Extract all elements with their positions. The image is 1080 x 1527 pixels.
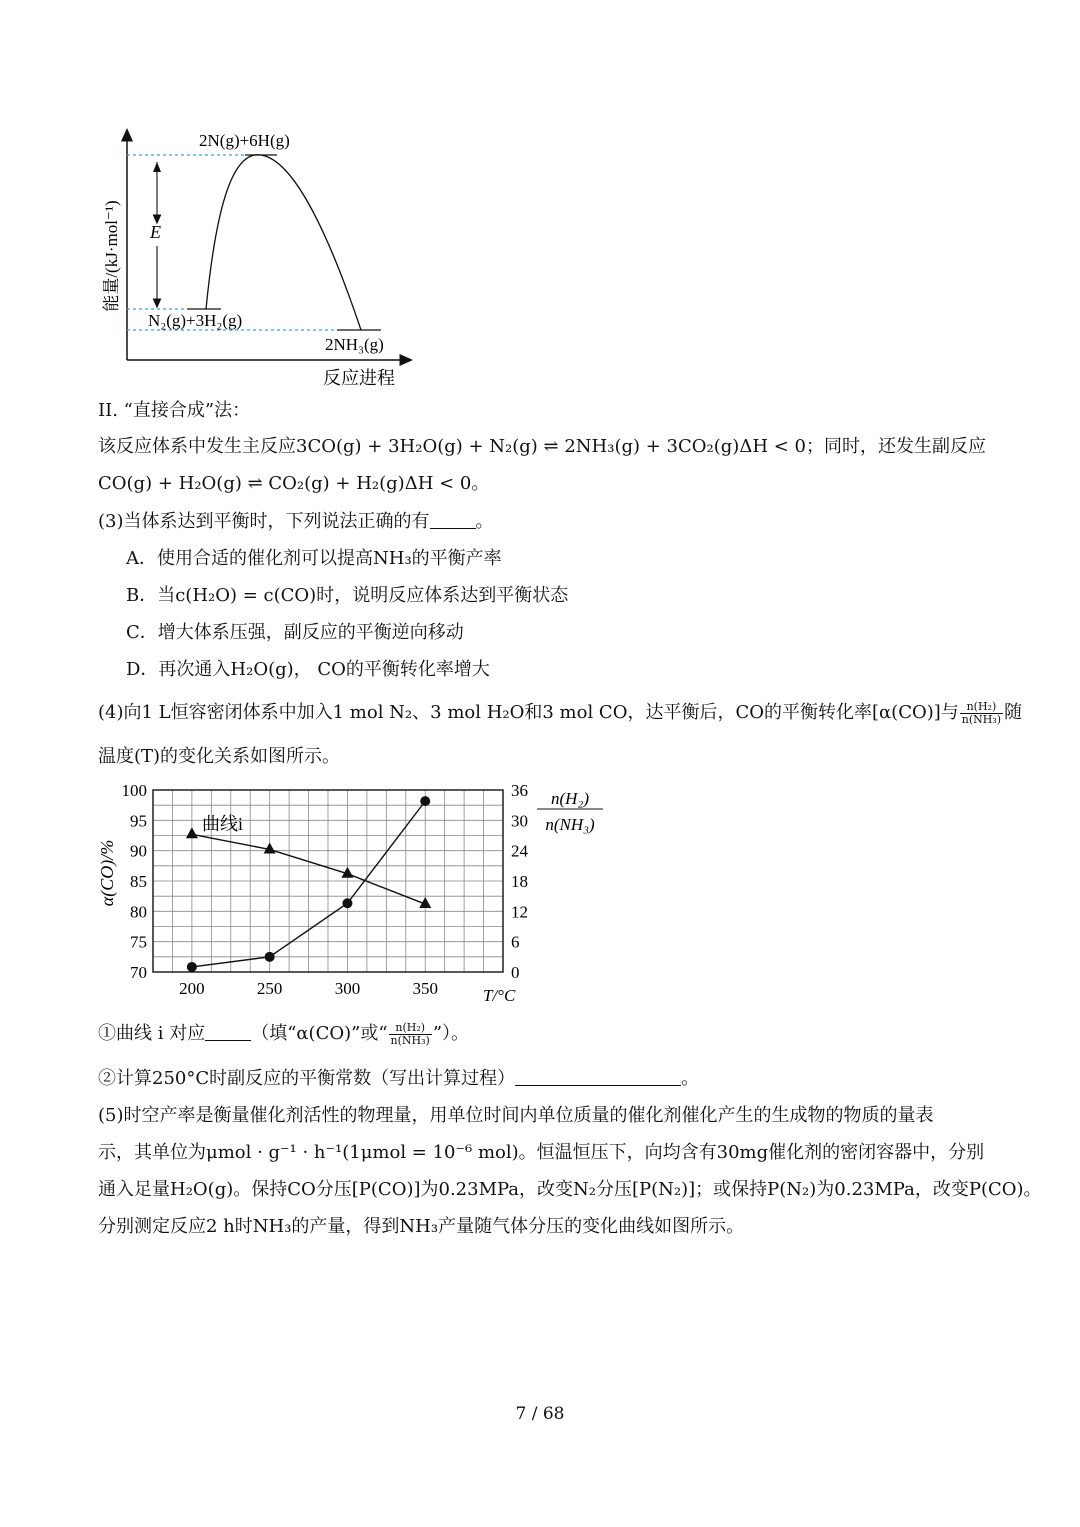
reactant-level-label: N₂(g)+3H₂(g) (148, 311, 243, 330)
left-tick-label: 85 (130, 872, 147, 891)
circle-point (420, 796, 430, 806)
circle-point (187, 962, 197, 972)
energy-diagram (95, 128, 425, 390)
x-axis-label: T/°C (483, 986, 516, 1005)
left-tick-label: 70 (130, 963, 147, 982)
side-reaction-text: CO(g) + H₂O(g) ⇌ CO₂(g) + H₂(g)ΔH < 0。 (98, 473, 490, 494)
x-tick-label: 350 (412, 979, 438, 998)
left-tick-label: 90 (130, 841, 147, 861)
left-tick-label: 95 (130, 811, 147, 831)
question-5-line4: 分别测定反应2 h时NH₃的产量，得到NH₃产量随气体分压的变化曲线如图所示。 (98, 1216, 745, 1237)
circle-point (265, 952, 275, 962)
product-level-label: 2NH₃(g) (325, 335, 384, 354)
question-5-line3: 通入足量H₂O(g)。保持CO分压[P(CO)]为0.23MPa，改变N₂分压[P(N₂)]；或保持P(N₂)为0.23MPa，改变P(CO)。 (98, 1179, 1042, 1200)
page-number: 7 / 68 (515, 1404, 565, 1424)
gap-label: E (150, 222, 161, 242)
x-axis-label: 反应进程 (323, 368, 395, 388)
question-4-1: ①曲线 i 对应 （填“α(CO)”或“ $\frac{\text{n(H₂)}}{\text{n(NH₃)}}$ ”）。 (98, 1020, 470, 1047)
right-tick-label: 36 (511, 781, 528, 800)
main-reaction-text: 该反应体系中发生主反应3CO(g) + 3H₂O(g) + N₂(g) ⇌ 2NH₃(g) + 3CO₂(g)ΔH < 0；同时，还发生副反应 (98, 436, 986, 457)
right-axis-label-num: n(H₂) (550, 789, 590, 808)
conversion-chart (95, 778, 615, 1010)
left-tick-label: 75 (130, 932, 147, 952)
option-a: A．使用合适的催化剂可以提高NH₃的平衡产率 (126, 548, 502, 569)
x-tick-label: 200 (179, 979, 205, 998)
x-tick-label: 250 (256, 979, 283, 998)
right-tick-label: 12 (511, 902, 528, 922)
right-tick-label: 18 (511, 872, 528, 891)
y-axis-label: 能量/(kJ·mol⁻¹) (102, 200, 121, 312)
x-tick-label: 300 (334, 979, 361, 998)
question-3-stem: (3)当体系达到平衡时，下列说法正确的有 。 (98, 511, 494, 532)
right-tick-label: 0 (511, 963, 520, 982)
energy-curve (206, 155, 361, 330)
question-4-line2: 温度(T)的变化关系如图所示。 (98, 746, 341, 767)
right-axis-label-den: n(NH₃) (545, 815, 595, 834)
left-axis-label: α(CO)/% (97, 839, 117, 907)
question-5-line1: (5)时空产率是衡量催化剂活性的物理量，用单位时间内单位质量的催化剂催化产生的生成物的物质的量表 (98, 1105, 934, 1126)
question-4-2: ②计算250°C时副反应的平衡常数（写出计算过程） 。 (98, 1068, 700, 1089)
question-5-line2: 示，其单位为μmol · g⁻¹ · h⁻¹(1μmol = 10⁻⁶ mol)。恒温恒压下，向均含有30mg催化剂的密闭容器中，分别 (98, 1142, 985, 1163)
right-tick-label: 24 (511, 841, 528, 861)
ratio-fraction: $\frac{\text{n(H₂)}}{\text{n(NH₃)}}$ (961, 699, 1002, 726)
answer-blank[interactable] (515, 1067, 681, 1086)
curve-i-annotation: 曲线i (202, 814, 244, 834)
right-tick-label: 30 (511, 811, 528, 831)
answer-blank[interactable] (430, 510, 476, 529)
right-tick-label: 6 (511, 932, 520, 952)
left-tick-label: 100 (121, 781, 147, 800)
option-d: D．再次通入H₂O(g)， CO的平衡转化率增大 (126, 659, 490, 680)
ratio-fraction: $\frac{\text{n(H₂)}}{\text{n(NH₃)}}$ (390, 1020, 430, 1047)
option-c: C．增大体系压强，副反应的平衡逆向移动 (126, 622, 464, 643)
triangle-point (186, 827, 198, 838)
option-b: B．当c(H₂O) = c(CO)时，说明反应体系达到平衡状态 (126, 585, 569, 606)
section-title: II. “直接合成”法： (98, 400, 251, 421)
left-tick-label: 80 (130, 902, 147, 922)
top-level-label: 2N(g)+6H(g) (199, 131, 290, 150)
circle-point (342, 898, 352, 908)
answer-blank[interactable] (205, 1022, 251, 1041)
question-4-line1: (4)向1 L恒容密闭体系中加入1 mol N₂、3 mol H₂O和3 mol CO，达平衡后，CO的平衡转化率[α(CO)]与 $\frac{\text{n(H₂)}}{\text{n(NH₃)}}$ 随 (98, 699, 1023, 726)
